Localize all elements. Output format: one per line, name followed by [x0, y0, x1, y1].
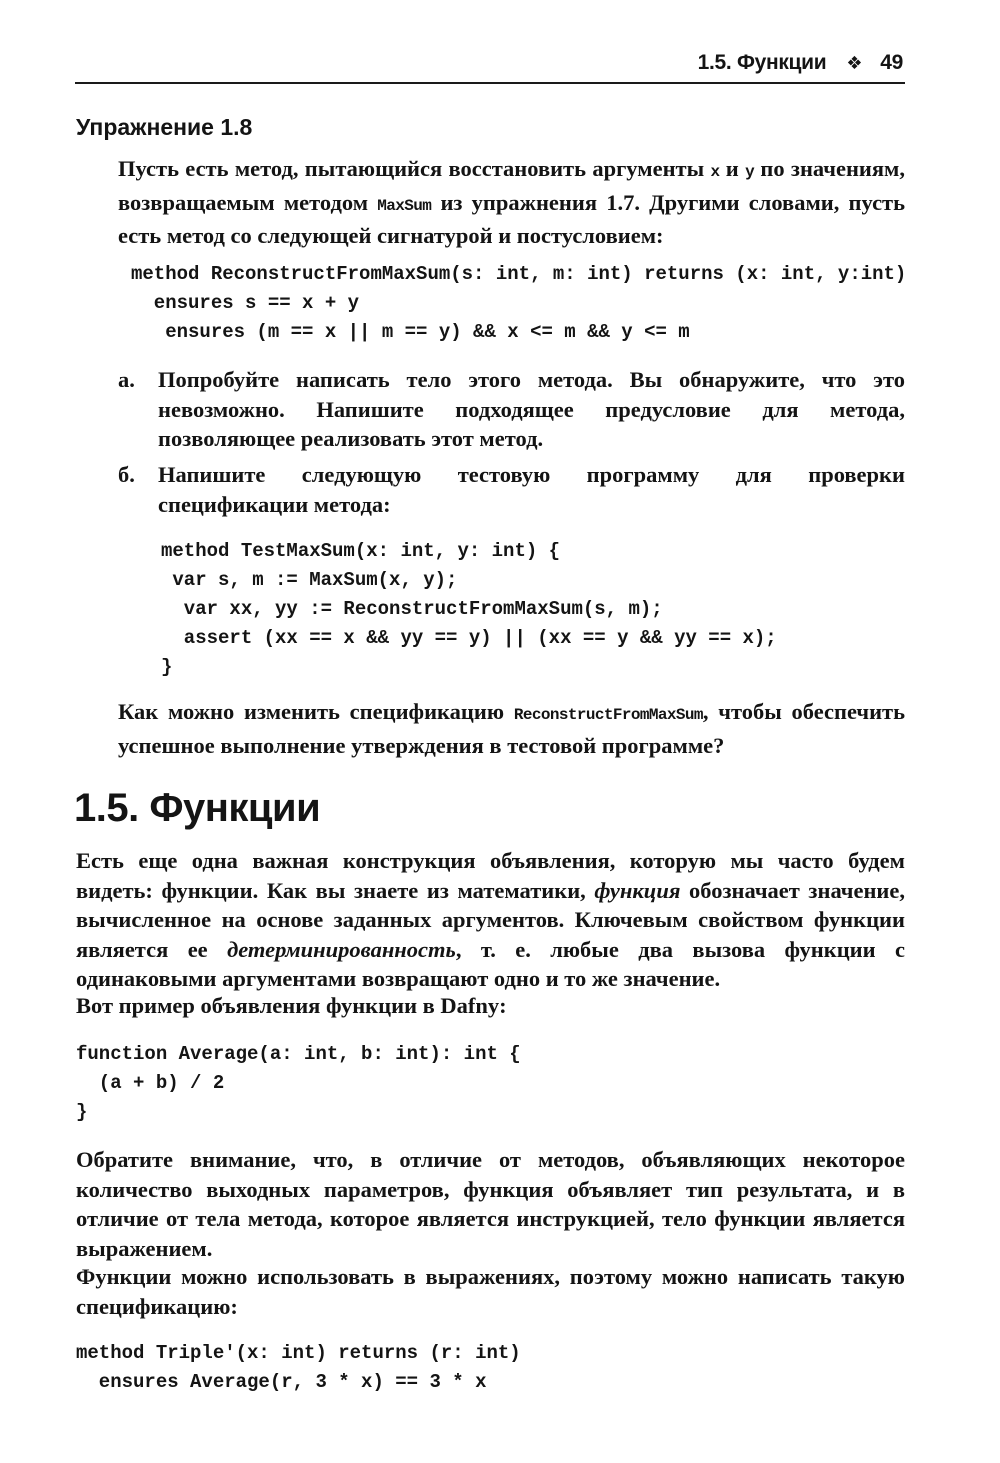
code-block-triple: [76, 1339, 521, 1397]
code-block-reconstruct-signature: [131, 260, 906, 347]
code-line: method TestMaxSum(x: int, y: int) {: [161, 540, 561, 562]
code-line: var s, m := MaxSum(x, y);: [161, 569, 458, 591]
section-paragraph-1: [76, 846, 905, 994]
header-separator-icon: ❖: [846, 52, 863, 73]
text-run: Пусть есть метод, пытающийся восстановить аргументы: [118, 156, 711, 181]
emphasis-term: детерминированность: [227, 936, 456, 962]
section-paragraph-4: Функции можно использовать в выражениях, поэтому можно написать такую спецификацию:: [76, 1264, 905, 1319]
code-line: function Average(a: int, b: int): int {: [76, 1043, 521, 1065]
inline-code: x: [710, 163, 720, 181]
text-run: обозначает значение, вычисленное на основе заданных аргументов. Ключевым свойством функции является ее: [76, 877, 906, 962]
text-run: Вот пример объявления функции в Dafny:: [76, 993, 507, 1018]
exercise-intro: [118, 154, 905, 251]
text-run: из упражнения 1.7. Другими словами, пусть есть метод со следующей сигнатурой и постусловием:: [118, 189, 906, 248]
code-line: assert (xx == x && yy == y) || (xx == y && yy == x);: [161, 627, 777, 649]
text-run: , чтобы обеспечить успешное выполнение утверждения в тестовой программе?: [118, 699, 905, 758]
list-item-text: Напишите следующую тестовую программу для проверки спецификации метода:: [158, 462, 905, 517]
running-header: [75, 44, 905, 84]
code-line: ensures s == x + y: [131, 292, 360, 314]
header-section: 1.5. Функции: [697, 51, 827, 74]
exercise-question: [118, 697, 905, 760]
emphasis-term: функция: [594, 877, 681, 903]
list-marker: б.: [118, 462, 135, 487]
code-line: var xx, yy := ReconstructFromMaxSum(s, m);: [161, 598, 663, 620]
code-line: ensures (m == x || m == y) && x <= m && y <= m: [131, 321, 690, 343]
inline-code: y: [745, 163, 755, 181]
list-marker: а.: [118, 367, 135, 392]
code-block-test-maxsum: [161, 537, 777, 682]
text-run: Есть еще одна важная конструкция объявления, которую мы часто будем видеть: функции. Как вы знаете из математики,: [76, 848, 905, 903]
code-line: method ReconstructFromMaxSum(s: int, m: int) returns (x: int, y:int): [131, 263, 907, 285]
text-run: по значениям, возвращаемым методом: [118, 156, 906, 215]
text-run: Как можно изменить спецификацию: [118, 699, 514, 724]
list-item-text: Попробуйте написать тело этого метода. Вы обнаружите, что это невозможно. Напишите подходящее предусловие для метода, позволяющее реализовать этот метод.: [158, 367, 905, 451]
code-line: }: [76, 1101, 88, 1123]
section-paragraph-2: [76, 991, 905, 1021]
code-line: }: [161, 656, 173, 678]
page-number: 49: [880, 51, 903, 74]
text-run: и: [719, 156, 746, 181]
inline-code: MaxSum: [377, 196, 432, 215]
section-title: 1.5. Функции: [74, 786, 321, 830]
exercise-title: Упражнение 1.8: [76, 114, 253, 140]
code-line: (a + b) / 2: [76, 1072, 225, 1094]
code-line: method Triple'(x: int) returns (r: int): [76, 1342, 521, 1364]
code-block-average: [76, 1040, 521, 1127]
text-run: , т. е. любые два вызова функции с одинаковыми аргументами возвращают одно и то же значение.: [76, 936, 905, 991]
inline-code: ReconstructFromMaxSum: [513, 706, 703, 724]
section-paragraph-3: Обратите внимание, что, в отличие от методов, объявляющих некоторое количество выходных параметров, функция объявляет тип результата, и в отличие от тела метода, которое является инструкцией, тело функции является выражением.: [76, 1147, 905, 1261]
code-line: ensures Average(r, 3 * x) == 3 * x: [76, 1371, 487, 1393]
